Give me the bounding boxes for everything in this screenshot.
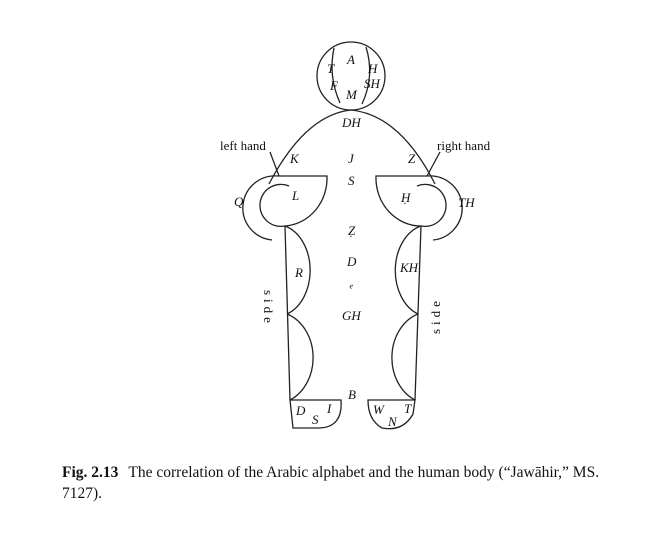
left-bulge-lower xyxy=(287,314,313,400)
letter-d: D xyxy=(347,254,357,269)
letter-d-foot: D xyxy=(296,403,306,418)
right-hand-leader xyxy=(427,152,440,176)
letter-b: B xyxy=(348,387,356,402)
letter-n-foot: N xyxy=(388,414,397,429)
right-hand-label: right hand xyxy=(437,138,491,153)
left-hand-label: left hand xyxy=(220,138,266,153)
figure-caption-text: The correlation of the Arabic alphabet and the human body (“Jawāhir,” MS. 7127). xyxy=(62,464,600,502)
letter-h-dot: Ḥ xyxy=(401,190,411,205)
letter-i-foot: I xyxy=(327,401,332,416)
figure-number: Fig. 2.13 xyxy=(62,464,119,481)
letter-k: K xyxy=(290,151,299,166)
left-hand-inner-loop xyxy=(260,184,289,226)
letter-kh: KH xyxy=(400,260,419,275)
letter-s-foot: S xyxy=(312,412,319,427)
figure-caption xyxy=(62,462,622,504)
letter-t-foot: T xyxy=(404,401,412,416)
letter-gh: GH xyxy=(342,308,361,323)
left-chest-half-disc xyxy=(278,176,327,226)
letter-f: F xyxy=(330,78,338,93)
letter-l: L xyxy=(292,188,300,203)
letter-s: S xyxy=(348,173,355,188)
letter-z: Z xyxy=(408,151,416,166)
letter-m: M xyxy=(346,87,357,102)
letter-h-head: H xyxy=(368,61,378,76)
letter-a: A xyxy=(347,52,355,67)
letter-dh: DH xyxy=(342,115,361,130)
letter-q: Q xyxy=(234,194,244,209)
letter-t-head: T xyxy=(327,61,335,76)
left-hand-leader xyxy=(270,152,279,176)
letter-j: J xyxy=(348,151,354,166)
letter-ayn: ᵉ xyxy=(349,280,353,295)
letter-sh: SH xyxy=(364,76,380,91)
right-side-label: side xyxy=(428,297,443,334)
letter-w-foot: W xyxy=(373,402,384,417)
right-hand-inner-loop xyxy=(417,184,446,226)
letter-th: TH xyxy=(458,195,475,210)
right-bulge-lower xyxy=(392,314,418,400)
letter-z-dot: Ẓ xyxy=(348,223,356,238)
left-side-label: side xyxy=(261,290,276,327)
letter-r: R xyxy=(295,265,303,280)
